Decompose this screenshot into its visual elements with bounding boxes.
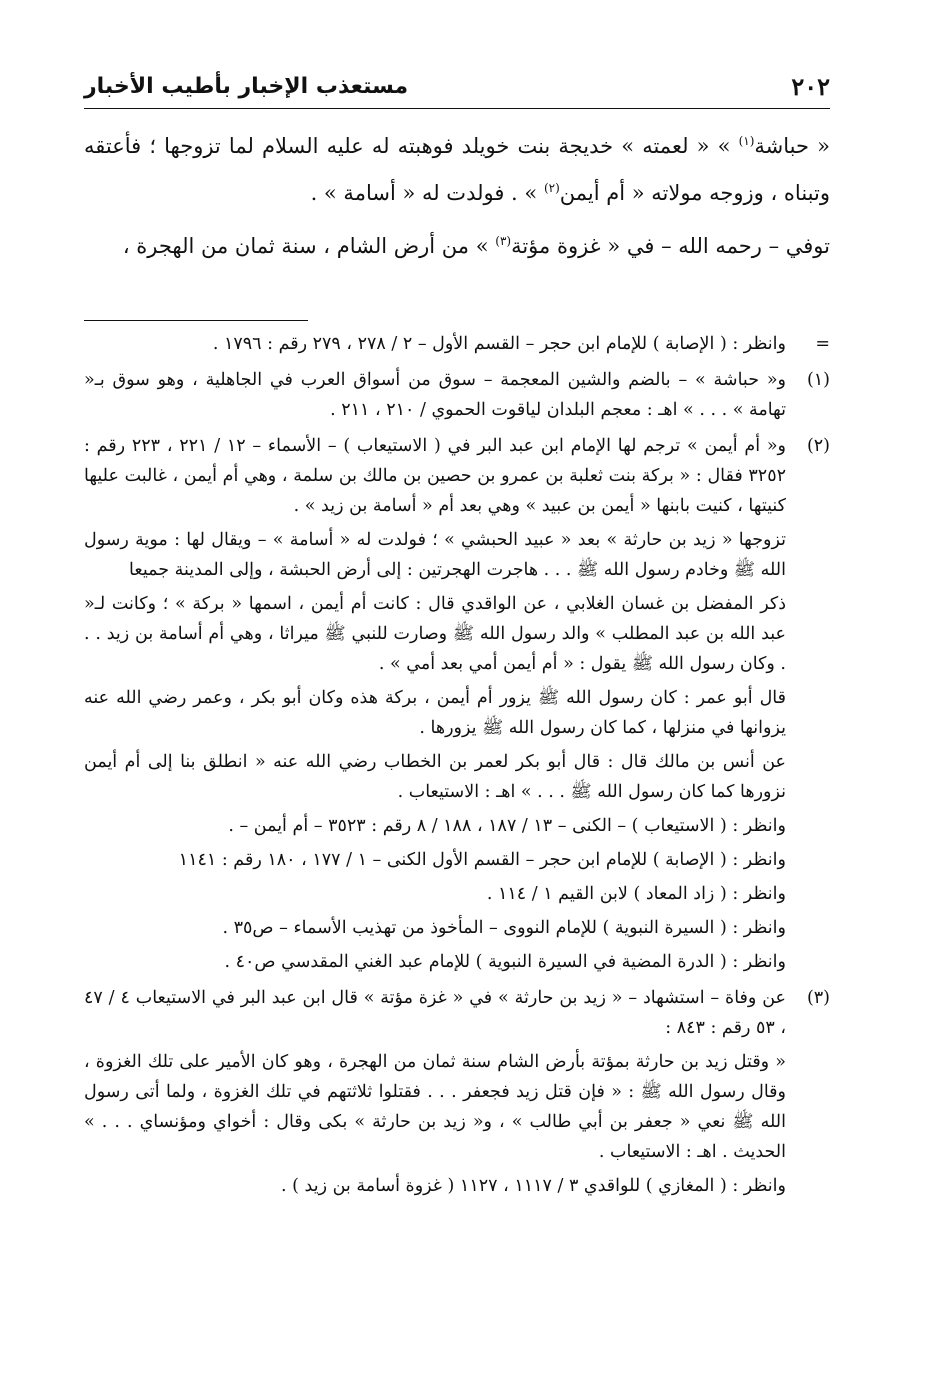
- footnote-line: وانظر : ( الإصابة ) للإمام ابن حجر – القسم الأول – ٢ / ٢٧٨ ، ٢٧٩ رقم : ١٧٩٦ .: [212, 334, 786, 354]
- footnote-line: وانظر : ( الإصابة ) للإمام ابن حجر – القسم الأول الكنى – ١ / ١٧٧ ، ١٨٠ رقم : ١١٤١: [178, 850, 786, 870]
- footnote-ref-2: (٢): [543, 181, 560, 195]
- footnotes: [84, 329, 830, 1201]
- page-number: ٢٠٢: [791, 72, 830, 101]
- footnote-mark: (٣): [806, 988, 830, 1008]
- footnote-line: عن وفاة – استشهاد – « زيد بن حارثة » في « غزة مؤتة » قال ابن عبد البر في الاستيعاب ٤ / ٤٧ ، ٥٣ رقم : ٨٤٣ :: [84, 988, 786, 1038]
- footnote-line: تزوجها « زيد بن حارثة » بعد « عبيد الحبشي » ؛ فولدت له « أسامة » – ويقال لها : موية رسول الله ﷺ وخادم رسول الله ﷺ . . . هاجرت الهجرتين : إلى أرض الحبشة ، وإلى المدينة جميعا: [84, 530, 786, 580]
- footnote-2: [84, 431, 830, 977]
- footnote-separator: [84, 320, 308, 321]
- footnote-ref-3: (٣): [495, 234, 512, 248]
- footnote-continuation: [84, 329, 830, 359]
- footnote-line: و« حباشة » – بالضم والشين المعجمة – سوق من أسواق العرب في الجاهلية ، وهو سوق بـ« تهامة » . . . » اهـ : معجم البلدان لياقوت الحموي / ٢١٠ ، ٢١١ .: [84, 370, 786, 420]
- main-paragraph-1: « حباشة$^{(١)}$ » « لعمته » خديجة بنت خويلد فوهبته له عليه السلام لما تزوجها ؛ فأعتقه وتبناه ، وزوجه مولاته « أم أيمن$^{(٢)}$ » . فولدت له « أسامة » .: [84, 134, 830, 205]
- running-header: [84, 62, 830, 109]
- footnote-line: وانظر : ( الدرة المضية في السيرة النبوية ) للإمام عبد الغني المقدسي ص٤٠ .: [224, 952, 786, 972]
- book-page: [84, 62, 830, 1207]
- book-title: مستعذب الإخبار بأطيب الأخبار: [84, 74, 409, 99]
- main-text: [84, 123, 830, 270]
- main-paragraph-2: توفي – رحمه الله – في « غزوة مؤتة$^{(٣)}$ » من أرض الشام ، سنة ثمان من الهجرة ،: [122, 234, 830, 258]
- footnote-line: و« أم أيمن » ترجم لها الإمام ابن عبد البر في ( الاستيعاب ) – الأسماء – ١٢ / ٢٢١ ، ٢٢٣ رقم : ٣٢٥٢ فقال : « بركة بنت ثعلبة بن عمرو بن حصين بن مالك بن سلمة ، وهي أم أيمن ، غالبت عليها كنيتها ، كنيت بابنها « أيمن بن عبيد » وهي بعد أم « أسامة بن زيد » .: [84, 436, 786, 516]
- footnote-3: [84, 983, 830, 1201]
- footnote-line: وانظر : ( المغازي ) للواقدي ٣ / ١١١٧ ، ١١٢٧ ( غزوة أسامة بن زيد ) .: [281, 1176, 786, 1196]
- footnote-mark: (١): [806, 370, 830, 390]
- footnote-mark: (٢): [806, 436, 830, 456]
- footnote-line: وانظر : ( السيرة النبوية ) للإمام النووى – المأخوذ من تهذيب الأسماء – ص٣٥ .: [222, 918, 786, 938]
- footnote-line: قال أبو عمر : كان رسول الله ﷺ يزور أم أيمن ، بركة هذه وكان أبو بكر ، وعمر رضي الله عنه يزوانها في منزلها ، كما كان رسول الله ﷺ يزورها .: [84, 688, 786, 738]
- footnote-line: ذكر المفضل بن غسان الغلابي ، عن الواقدي قال : كانت أم أيمن ، اسمها « بركة » ؛ وكانت لـ« عبد الله بن عبد المطلب » والد رسول الله ﷺ وصارت للنبي ﷺ ميراثا ، وهي أم أسامة بن زيد . . . وكان رسول الله ﷺ يقول : « أم أيمن أمي بعد أمي » .: [84, 594, 786, 674]
- footnote-ref-1: (١): [738, 134, 755, 148]
- footnote-line: عن أنس بن مالك قال : قال أبو بكر لعمر بن الخطاب رضي الله عنه « انطلق بنا إلى أم أيمن نزورها كما كان رسول الله ﷺ . . . » اهـ : الاستيعاب .: [84, 752, 786, 802]
- footnote-mark: =: [815, 334, 830, 354]
- footnote-line: وانظر : ( زاد المعاد ) لابن القيم ١ / ١١٤ .: [486, 884, 786, 904]
- footnote-line: « وقتل زيد بن حارثة بمؤتة بأرض الشام سنة ثمان من الهجرة ، وهو كان الأمير على تلك الغزوة ، وقال رسول الله ﷺ : « فإن قتل زيد فجعفر . . . فقتلوا ثلاثتهم في تلك الغزوة ، ولما أتى رسول الله ﷺ نعي « جعفر بن أبي طالب » ، و« زيد بن حارثة » بكى وقال : أخواي ومؤنساي . . . » الحديث . اهـ : الاستيعاب .: [84, 1052, 786, 1162]
- footnote-1: [84, 365, 830, 425]
- footnote-line: وانظر : ( الاستيعاب ) – الكنى – ١٣ / ١٨٧ ، ١٨٨ / ٨ رقم : ٣٥٢٣ – أم أيمن – .: [228, 816, 786, 836]
